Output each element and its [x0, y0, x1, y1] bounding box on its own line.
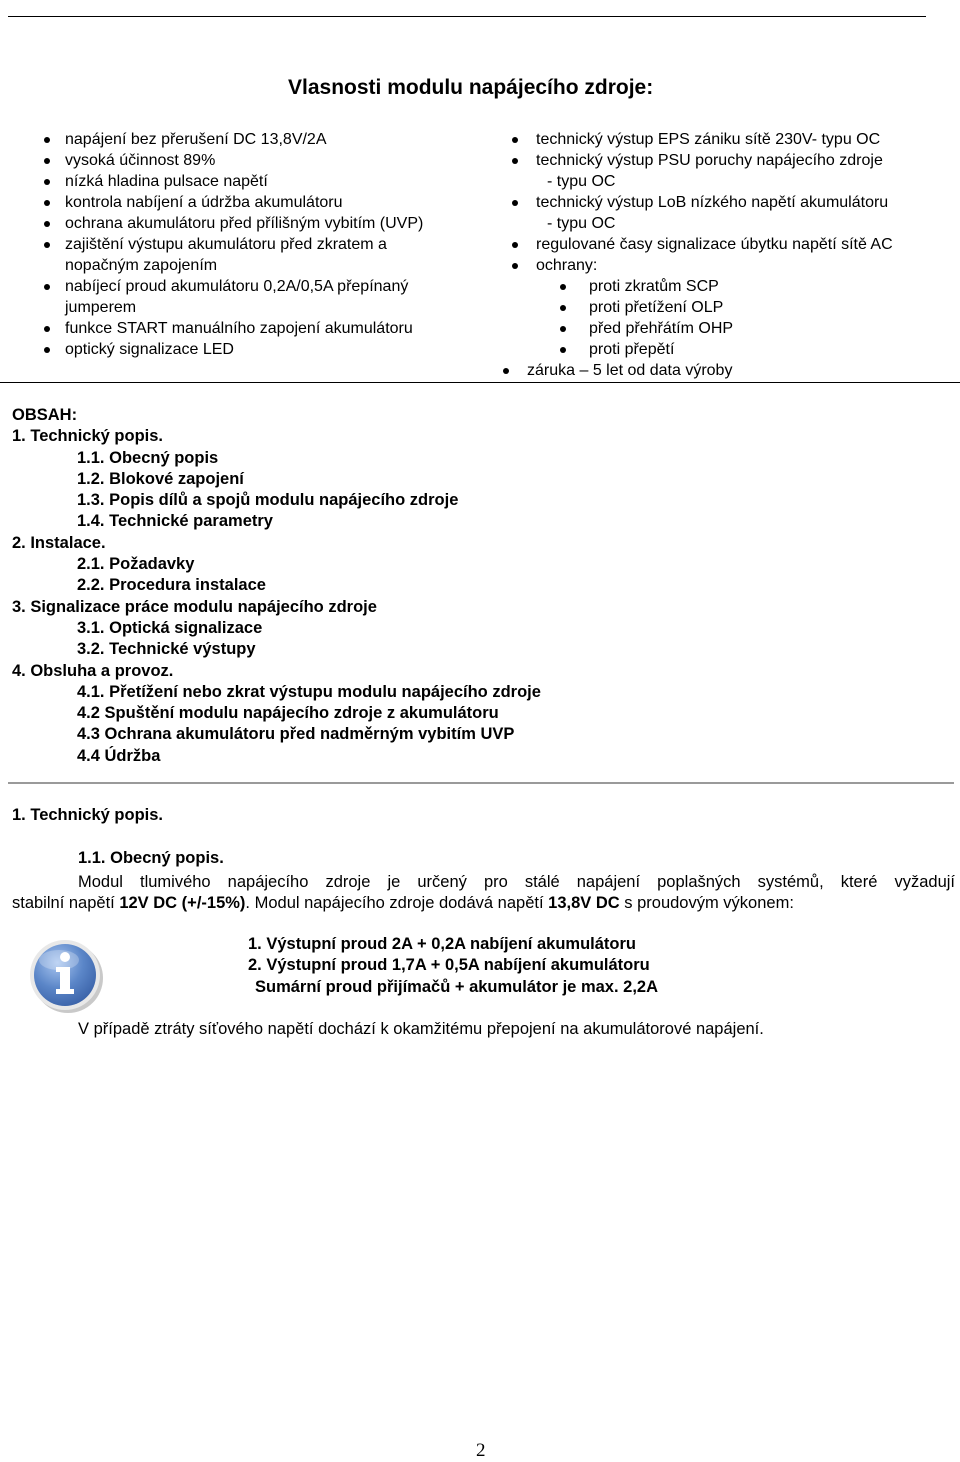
voltage-value: 12V DC (+/-15%) [119, 894, 246, 912]
feature-item: optický signalizace LED [65, 339, 423, 360]
toc-item: 4. Obsluha a provoz. [12, 661, 174, 680]
page-number: 2 [476, 1440, 486, 1461]
feature-item: ochrany: [536, 255, 893, 276]
divider [8, 782, 954, 784]
protection-item: proti přetížení OLP [536, 297, 893, 318]
output-item: 1. Výstupní proud 2A + 0,2A nabíjení akumulátoru [248, 935, 636, 953]
paragraph-line: Modul tlumivého napájecího zdroje je určený pro stálé napájení poplašných systémů, které vyžadují [78, 873, 955, 891]
protection-item: proti přepětí [536, 339, 893, 360]
output-summary: Sumární proud přijímačů + akumulátor je max. 2,2A [255, 977, 658, 996]
feature-item: funkce START manuálního zapojení akumulátoru [65, 318, 423, 339]
header-website: www.pulsar.pl [10, 0, 96, 16]
features-title: Vlasnosti modulu napájecího zdroje: [288, 76, 654, 99]
section-heading: 1. Technický popis. [12, 806, 163, 824]
toc-item: 2.1. Požadavky [77, 555, 195, 574]
feature-item: kontrola nabíjení a údržba akumulátoru [65, 192, 423, 213]
feature-item: napájení bez přerušení DC 13,8V/2A [65, 129, 423, 150]
feature-item: technický výstup LoB nízkého napětí akumulátoru [536, 192, 893, 213]
paragraph-text: stabilní napětí [12, 894, 120, 912]
toc-item: 1.3. Popis dílů a spojů modulu napájecího zdroje [77, 491, 459, 510]
feature-item: vysoká účinnost 89% [65, 150, 423, 171]
protection-item: před přehřátím OHP [536, 318, 893, 339]
toc-item: 1. Technický popis. [12, 427, 163, 446]
table-of-contents [12, 405, 541, 767]
page-header [8, 0, 926, 17]
header-model: MSRK2012 [460, 0, 532, 16]
feature-item: regulované časy signalizace úbytku napětí sítě AC [536, 236, 893, 253]
toc-item: 1.4. Technické parametry [77, 512, 273, 531]
output-item: 2. Výstupní proud 1,7A + 0,5A nabíjení akumulátoru [248, 956, 650, 975]
feature-item: technický výstup PSU poruchy napájecího zdroje [536, 150, 893, 171]
toc-item: 3.2. Technické výstupy [77, 640, 256, 659]
feature-item-continuation: jumperem [65, 299, 137, 316]
battery-switch-note: V případě ztráty síťového napětí dochází k okamžitému přepojení na akumulátorové napájení. [78, 1020, 764, 1038]
toc-item: 3. Signalizace práce modulu napájecího zdroje [12, 597, 377, 616]
toc-item: 3.1. Optická signalizace [77, 618, 263, 637]
toc-item: 4.2 Spuštění modulu napájecího zdroje z akumulátoru [77, 704, 499, 723]
divider [0, 382, 960, 383]
paragraph-text: . Modul napájecího zdroje dodává napětí [245, 894, 549, 912]
toc-item: 4.1. Přetížení nebo zkrat výstupu modulu napájecího zdroje [77, 682, 541, 701]
paragraph-text: s proudovým výkonem: [619, 894, 794, 912]
feature-item: ochrana akumulátoru před přílišným vybitím (UVP) [65, 215, 424, 232]
feature-item-continuation: - typu OC [547, 173, 616, 190]
info-icon [28, 938, 104, 1014]
toc-item: 1.2. Blokové zapojení [77, 469, 244, 488]
voltage-value: 13,8V DC [548, 894, 620, 912]
feature-item-continuation: nopačným zapojením [65, 257, 218, 274]
toc-item: 4.4 Údržba [77, 746, 161, 765]
feature-item: technický výstup EPS zániku sítě 230V- typu OC [536, 129, 893, 150]
subsection-heading: 1.1. Obecný popis. [78, 849, 224, 867]
intro-paragraph [12, 872, 955, 914]
feature-item: zajištění výstupu akumulátoru před zkratem a [65, 234, 423, 255]
features-list-right [527, 129, 893, 381]
features-list-left [65, 129, 423, 360]
feature-item-continuation: - typu OC [547, 215, 616, 232]
toc-heading: OBSAH: [12, 406, 78, 424]
paragraph-line [12, 893, 955, 914]
warranty-item: záruka – 5 let od data výroby [527, 360, 893, 381]
output-current-list [248, 934, 658, 998]
protection-item: proti zkratům SCP [536, 276, 893, 297]
toc-item: 1.1. Obecný popis [77, 448, 219, 467]
toc-item: 2.2. Procedura instalace [77, 576, 266, 595]
toc-item: 2. Instalace. [12, 533, 106, 552]
feature-item: nízká hladina pulsace napětí [65, 171, 423, 192]
toc-item: 4.3 Ochrana akumulátoru před nadměrným vybitím UVP [77, 725, 515, 744]
feature-item: nabíjecí proud akumulátoru 0,2A/0,5A přepínaný [65, 276, 423, 297]
